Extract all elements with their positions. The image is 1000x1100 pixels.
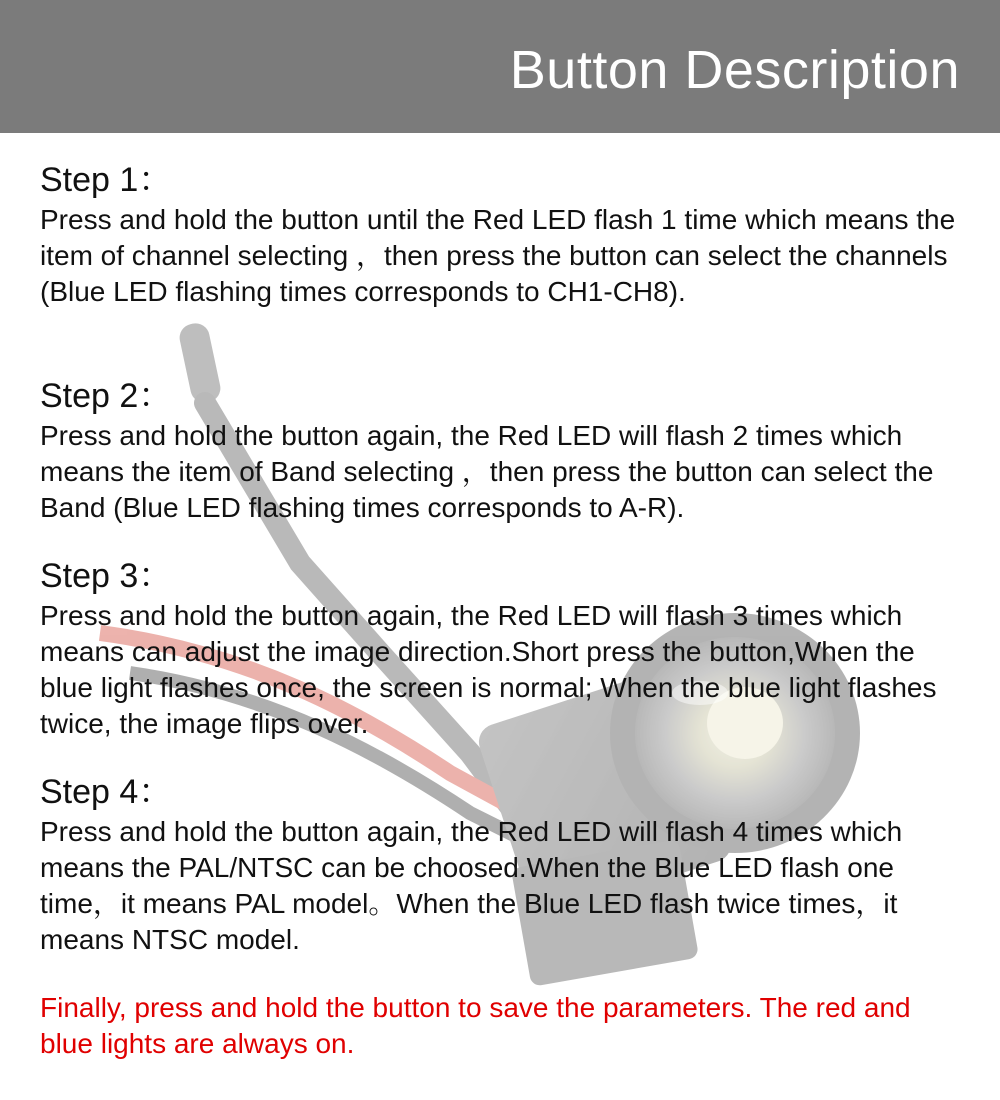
header-bar xyxy=(0,0,1000,133)
step-3 xyxy=(40,556,970,742)
step-1 xyxy=(40,160,970,310)
step-3-title: Step 3： xyxy=(40,557,173,595)
final-note: Finally, press and hold the button to save the parameters. The red and blue lights are always on. xyxy=(40,992,911,1059)
page-title: Button Description xyxy=(509,40,960,100)
step-2-body: Press and hold the button again, the Red LED will flash 2 times which means the item of Band selecting ，then press the button can select the Band (Blue LED flashing times corresponds to A-R). xyxy=(40,420,934,523)
step-4-body: Press and hold the button again, the Red LED will flash 4 times which means the PAL/NTSC can be choosed.When the Blue LED flash one time，it means PAL model。When the Blue LED flash twice times，it means NTSC model. xyxy=(40,816,903,955)
step-2-title: Step 2： xyxy=(40,377,173,415)
step-1-body: Press and hold the button until the Red LED flash 1 time which means the item of channel selecting ，then press the button can select the channels (Blue LED flashing times corresponds to CH1-CH8). xyxy=(40,204,956,307)
step-1-title: Step 1： xyxy=(40,161,173,199)
step-4-title: Step 4： xyxy=(40,773,173,811)
step-4 xyxy=(40,772,970,958)
step-3-body: Press and hold the button again, the Red LED will flash 3 times which means can adjust the image direction.Short press the button,When the blue light flashes once, the screen is normal; When the blue light flashes twice, the image flips over. xyxy=(40,600,937,739)
step-2 xyxy=(40,376,970,526)
